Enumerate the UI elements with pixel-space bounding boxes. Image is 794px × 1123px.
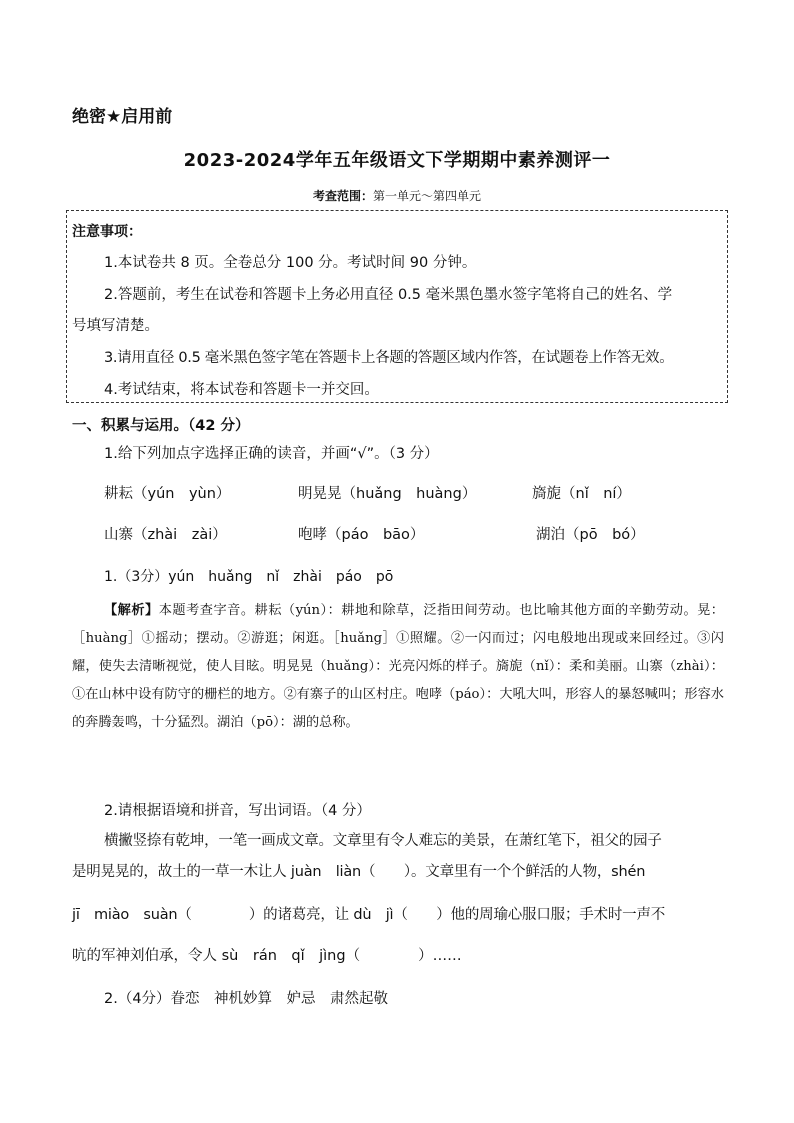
question-1-analysis bbox=[72, 597, 724, 737]
scope-value: 第一单元～第四单元 bbox=[373, 189, 482, 203]
analysis-text: 本题考查字音。耕耘（yún）：耕地和除草，泛指田间劳动。也比喻其他方面的辛勤劳动。晃：［huàng］①摇动；摆动。②游逛；闲逛。［huǎng］①照耀。②一闪而过；闪电般地出现或来回经过。③闪耀，使失去清晰视觉，使人目眩。明晃晃（huǎng）：光亮闪烁的样子。旖旎（nǐ）：柔和美丽。山寨（zhài）：①在山林中设有防守的栅栏的地方。②有寨子的山区村庄。咆哮（páo）：大吼大叫，形容人的暴怒喊叫；形容水的奔腾轰鸣，十分猛烈。湖泊（pō）：湖的总称。 bbox=[72, 603, 724, 730]
q1-option-minghuanghuang: 明晃晃（huǎng huàng） bbox=[298, 486, 477, 502]
q2-line-1: 横撇竖捺有乾坤，一笔一画成文章。文章里有令人难忘的美景，在萧红笔下，祖父的园子 bbox=[104, 833, 662, 849]
notice-item-4: 4.考试结束，将本试卷和答题卡一并交回。 bbox=[104, 382, 379, 398]
q1-option-hupo: 湖泊（pō bó） bbox=[536, 527, 645, 543]
q2-line-2: 是明晃晃的，故土的一草一木让人 juàn liàn（ ）。文章里有一个个鲜活的人物，shén bbox=[72, 864, 646, 880]
q1-option-shanzhai: 山寨（zhài zài） bbox=[104, 527, 227, 543]
notice-item-2-cont: 号填写清楚。 bbox=[72, 318, 159, 334]
q1-option-yini: 旖旎（nǐ ní） bbox=[532, 486, 631, 502]
notice-item-1: 1.本试卷共 8 页。全卷总分 100 分。考试时间 90 分钟。 bbox=[104, 255, 477, 271]
notice-heading: 注意事项： bbox=[72, 224, 142, 240]
q2-line-3: jī miào suàn（ ）的诸葛亮，让 dù jì（ ）他的周瑜心服口服；手术时一声不 bbox=[72, 907, 666, 923]
notice-box bbox=[66, 210, 728, 403]
notice-item-3: 3.请用直径 0.5 毫米黑色签字笔在答题卡上各题的答题区域内作答，在试题卷上作答无效。 bbox=[104, 350, 674, 366]
exam-scope bbox=[0, 187, 794, 204]
analysis-label: 【解析】 bbox=[104, 603, 159, 618]
q1-option-gengyun: 耕耘（yún yùn） bbox=[104, 486, 231, 502]
scope-label: 考查范围： bbox=[312, 189, 373, 203]
question-1-stem: 1.给下列加点字选择正确的读音，并画“√”。（3 分） bbox=[104, 446, 439, 462]
question-2-stem: 2.请根据语境和拼音，写出词语。（4 分） bbox=[104, 803, 371, 819]
notice-item-2: 2.答题前，考生在试卷和答题卡上务必用直径 0.5 毫米黑色墨水签字笔将自己的姓名、学 bbox=[104, 287, 673, 303]
q1-option-paoxiao: 咆哮（páo bāo） bbox=[298, 527, 425, 543]
section-title: 一、积累与运用。（42 分） bbox=[72, 418, 250, 434]
question-1-answer: 1.（3分）yún huǎng nǐ zhài páo pō bbox=[104, 569, 394, 585]
confidential-mark: 绝密★启用前 bbox=[72, 107, 173, 127]
exam-title: 2023-2024学年五年级语文下学期期中素养测评一 bbox=[183, 150, 611, 171]
question-2-answer: 2.（4分）眷恋 神机妙算 妒忌 肃然起敬 bbox=[104, 991, 389, 1007]
q2-line-4: 吭的军神刘伯承，令人 sù rán qǐ jìng（ ）…… bbox=[72, 948, 462, 964]
